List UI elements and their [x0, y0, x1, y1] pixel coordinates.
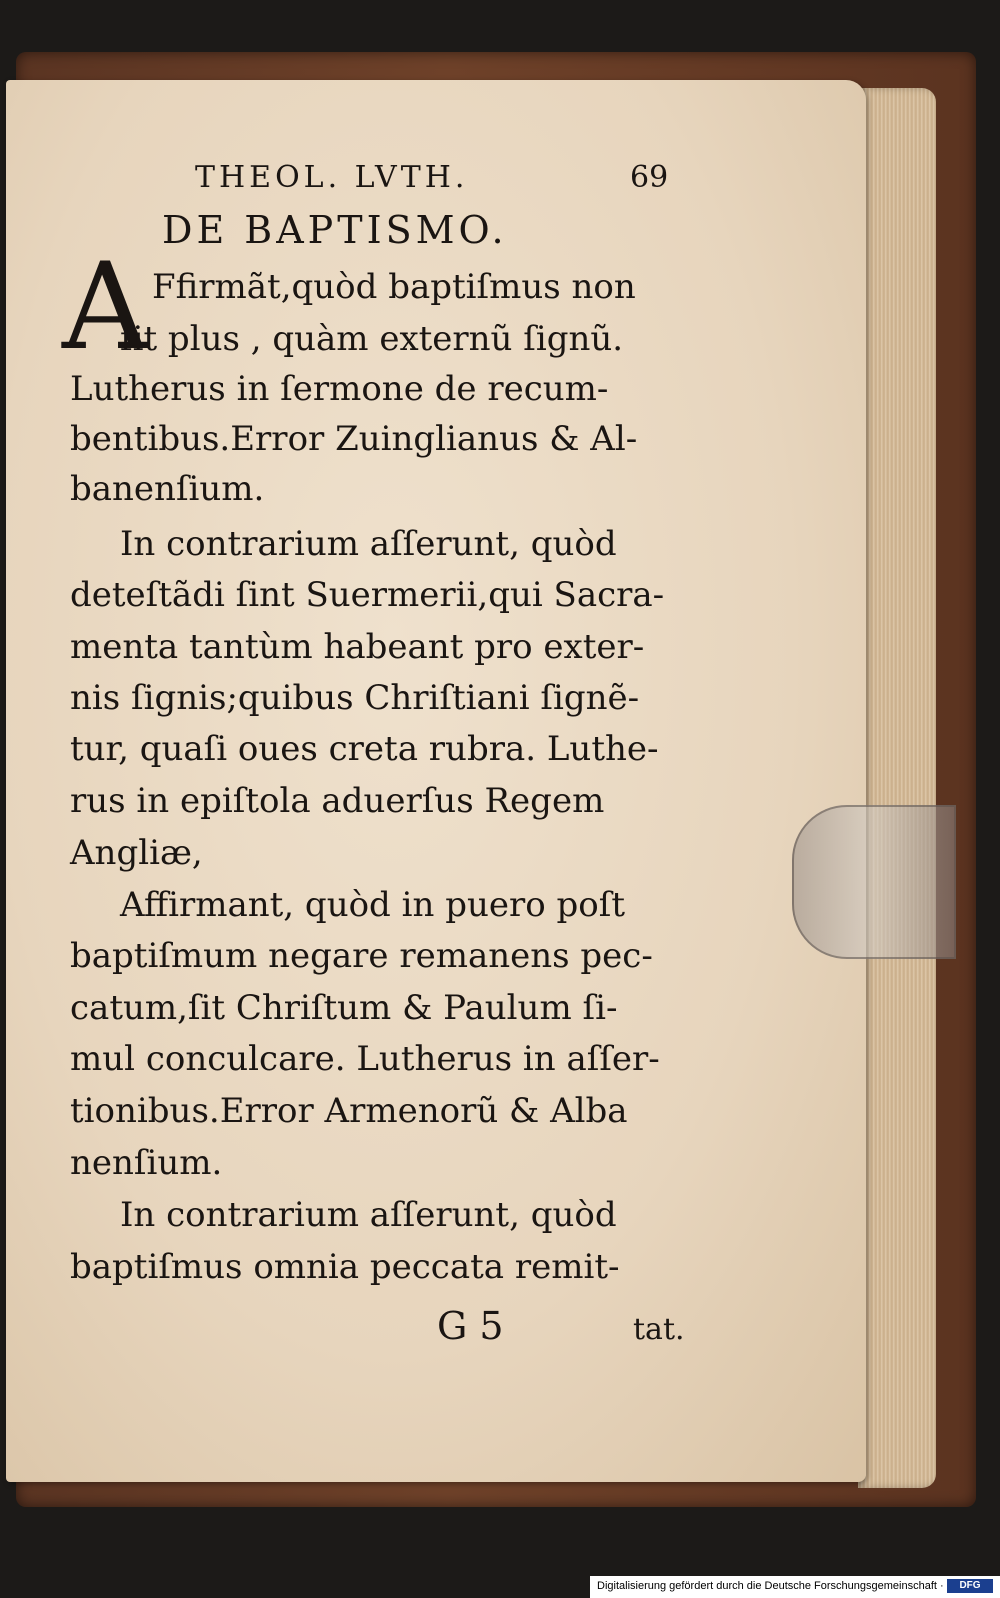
text-line: baptiſmum negare remanens pec-	[70, 936, 653, 976]
page-edges	[858, 88, 936, 1488]
text-line: In contrarium aſſerunt, quòd	[120, 1195, 617, 1235]
page-clip	[792, 805, 956, 959]
text-line: In contrarium aſſerunt, quòd	[120, 524, 617, 564]
text-line: menta tantùm habeant pro exter-	[70, 627, 645, 667]
text-line: Affirmant, quòd in puero poſt	[120, 885, 626, 925]
text-line: ſit plus , quàm externũ ſignũ.	[120, 319, 624, 359]
section-heading: DE BAPTISMO.	[162, 208, 508, 252]
catchword: tat.	[633, 1312, 685, 1347]
text-line: baptiſmus omnia peccata remit-	[70, 1247, 620, 1287]
running-head: THEOL. LVTH.	[195, 160, 469, 195]
text-line: rus in epiſtola aduerſus Regem	[70, 781, 605, 821]
page-number: 69	[630, 160, 669, 195]
dfg-logo: DFG	[947, 1579, 993, 1593]
text-line: catum,ſit Chriſtum & Paulum ſi-	[70, 988, 618, 1028]
footer-credit: Digitalisierung gefördert durch die Deutsche Forschungsgemeinschaft ·	[597, 1580, 944, 1592]
text-line: deteſtãdi ſint Suermerii,qui Sacra-	[70, 575, 665, 615]
text-line: bentibus.Error Zuinglianus & Al-	[70, 419, 638, 459]
text-line: tionibus.Error Armenorũ & Alba	[70, 1091, 628, 1131]
text-line: tur, quaſi oues creta rubra. Luthe-	[70, 729, 659, 769]
signature-mark: G 5	[437, 1304, 504, 1348]
drop-cap: A	[62, 238, 149, 377]
text-line: Ffirmãt,quòd baptiſmus non	[152, 267, 636, 307]
text-line: Lutherus in ſermone de recum-	[70, 369, 609, 409]
text-line: mul conculcare. Lutherus in aſſer-	[70, 1039, 660, 1079]
text-line: nis ſignis;quibus Chriſtiani ſignẽ-	[70, 678, 640, 718]
text-line: Angliæ,	[70, 833, 203, 873]
text-line: nenſium.	[70, 1143, 223, 1183]
text-line: banenſium.	[70, 469, 265, 509]
